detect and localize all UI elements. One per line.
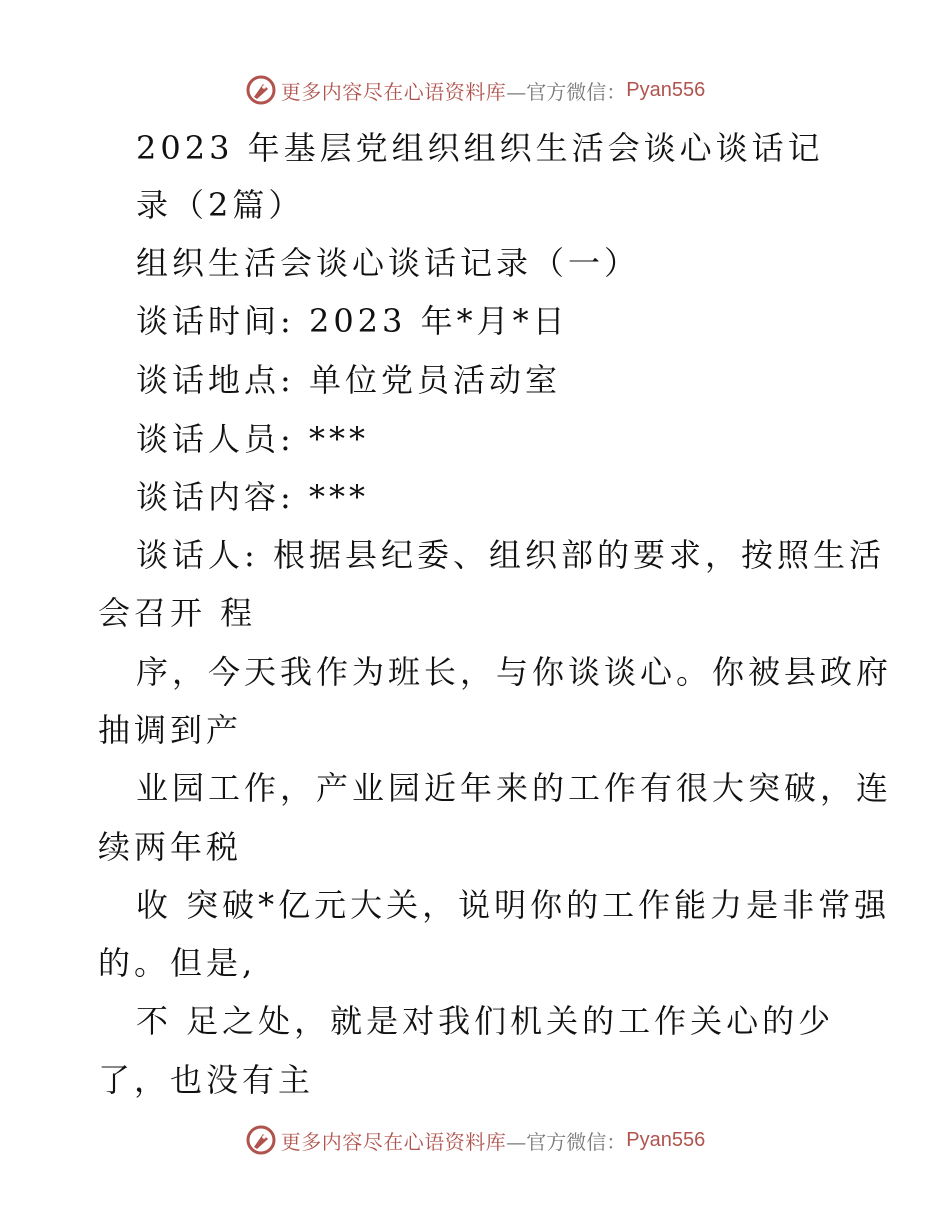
pen-nib-logo-icon [245,1124,277,1156]
talk-place: 谈话地点: 单位党员活动室 [136,361,561,399]
body-line: 业园工作，产业园近年来的工作有很大突破，连 [136,769,893,807]
talk-content: 谈话内容: *** [136,478,369,516]
pen-nib-logo-icon [245,74,277,106]
banner-wechat-handle: Pyan556 [626,1128,706,1151]
body-line: 收 突破*亿元大关，说明你的工作能力是非常强 [136,886,891,924]
footer-banner [0,1120,950,1160]
section-heading: 组织生活会谈心谈话记录（一） [136,244,641,282]
body-line: 了，也没有主 [98,1061,315,1099]
body-line: 谈话人: 根据县纪委、组织部的要求，按照生活 [136,536,885,574]
header-banner [0,70,950,110]
body-line: 会召开 程 [98,594,257,632]
banner-text: 更多内容尽在心语资料库 [280,1129,507,1154]
body-line: 的。但是, [98,944,257,982]
talk-people: 谈话人员: *** [136,420,369,458]
talk-time: 谈话时间: 2023 年*月*日 [136,302,569,340]
banner-text: 更多内容尽在心语资料库 [280,79,507,104]
body-line: 序，今天我作为班长，与你谈谈心。你被县政府 [136,653,893,691]
body-line: 续两年税 [98,828,243,866]
document-title-line-1: 2023 年基层党组织组织生活会谈心谈话记 [136,129,824,167]
banner-separator: —官方微信： [506,1129,627,1154]
banner-wechat-handle: Pyan556 [626,78,706,101]
document-title-line-2: 录（2篇） [136,186,305,224]
body-line: 不 足之处，就是对我们机关的工作关心的少 [136,1002,835,1040]
body-line: 抽调到产 [98,711,243,749]
banner-separator: —官方微信： [506,79,627,104]
